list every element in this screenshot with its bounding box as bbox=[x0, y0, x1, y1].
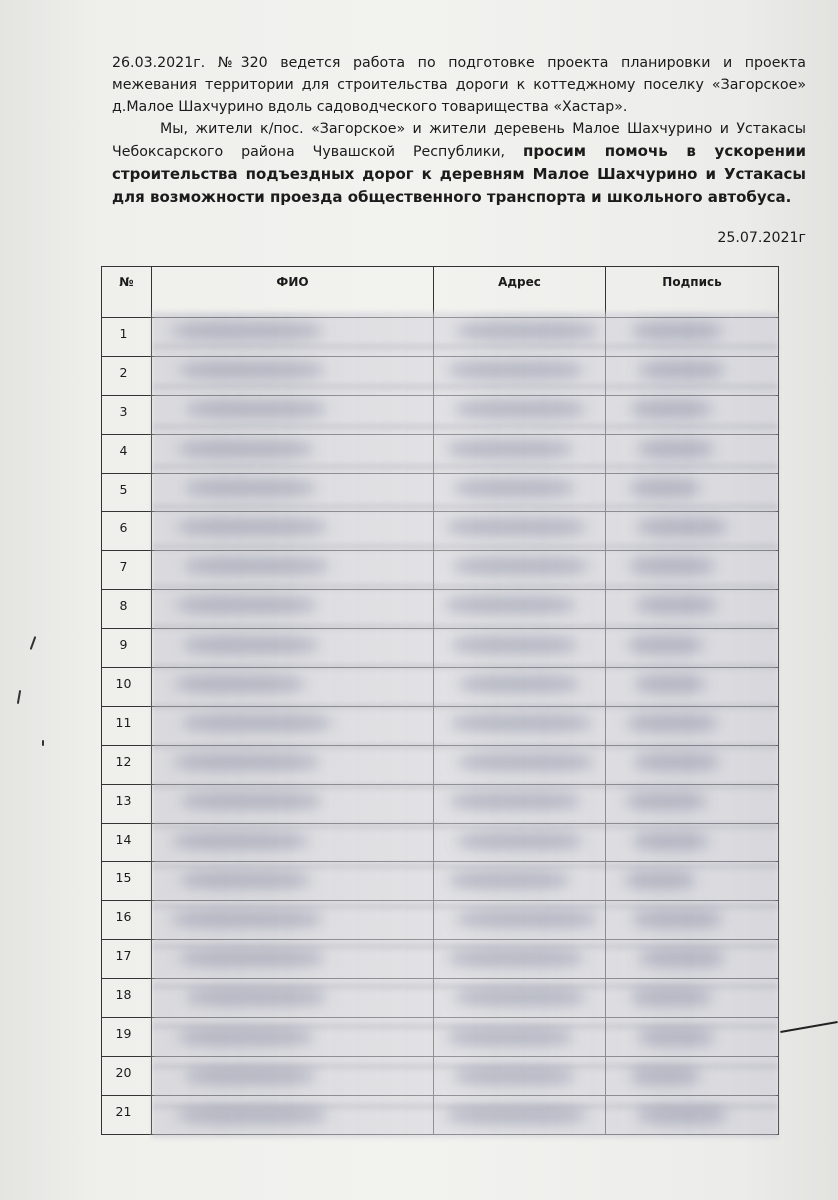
row-number bbox=[102, 1095, 152, 1134]
blurred-entry bbox=[181, 792, 321, 810]
blurred-entry bbox=[628, 636, 703, 654]
header-number: № bbox=[102, 267, 152, 318]
row-number-label: 8 bbox=[119, 598, 128, 614]
blurred-entry bbox=[178, 1028, 313, 1046]
blurred-entry bbox=[452, 636, 577, 654]
row-number-label: 14 bbox=[115, 831, 132, 847]
blurred-entry bbox=[178, 440, 313, 458]
blurred-entry bbox=[629, 557, 714, 575]
header-name: ФИО bbox=[152, 267, 434, 318]
blurred-entry bbox=[185, 479, 315, 497]
blurred-entry bbox=[184, 557, 329, 575]
blurred-entry bbox=[446, 518, 586, 536]
row-number bbox=[102, 823, 152, 862]
blurred-entry bbox=[632, 322, 722, 340]
row-number-label: 13 bbox=[115, 792, 132, 808]
blurred-entry bbox=[626, 792, 706, 810]
row-number-label: 15 bbox=[115, 870, 132, 886]
blurred-entry bbox=[454, 1067, 574, 1085]
blurred-entry bbox=[455, 400, 585, 418]
blurred-entry bbox=[637, 1106, 727, 1124]
table-header-row bbox=[102, 267, 779, 318]
row-number bbox=[102, 473, 152, 512]
blurred-entry bbox=[638, 1028, 713, 1046]
request-text-bold: просим помочь в ускорении строительства подъездных дорог к деревням Малое Шахчурино и Устакасы для возможности проезда общественного транспорта и школьного автобуса. bbox=[112, 142, 806, 206]
row-number-label: 4 bbox=[119, 442, 128, 458]
request-text: Мы, жители к/пос. «Загорское» и жители деревень Малое Шахчурино и Устакасы Чебоксарского района Чувашской Республики, bbox=[112, 121, 806, 160]
row-number-label: 18 bbox=[115, 987, 132, 1003]
row-number-label: 17 bbox=[115, 948, 132, 964]
blurred-entry bbox=[447, 1028, 572, 1046]
blurred-entry bbox=[448, 949, 583, 967]
blurred-entry bbox=[451, 714, 591, 732]
blurred-entry bbox=[631, 988, 711, 1006]
blurred-entry bbox=[636, 596, 716, 614]
petition-text bbox=[112, 52, 806, 209]
blurred-entry bbox=[447, 440, 572, 458]
row-number-label: 20 bbox=[115, 1064, 132, 1080]
row-number-label: 2 bbox=[119, 364, 128, 380]
row-number-label: 12 bbox=[115, 753, 132, 769]
blurred-entry bbox=[179, 361, 324, 379]
blurred-entry bbox=[186, 400, 326, 418]
blurred-entry bbox=[634, 753, 719, 771]
header-address: Адрес bbox=[434, 267, 606, 318]
blurred-entry bbox=[456, 322, 596, 340]
row-number bbox=[102, 434, 152, 473]
blurred-entry bbox=[631, 400, 711, 418]
row-number bbox=[102, 590, 152, 629]
blurred-entry bbox=[458, 753, 593, 771]
blurred-entry bbox=[635, 675, 705, 693]
row-number-label: 6 bbox=[119, 520, 128, 536]
row-number bbox=[102, 395, 152, 434]
request-paragraph bbox=[112, 118, 806, 209]
row-number-label: 7 bbox=[119, 559, 128, 575]
row-number bbox=[102, 668, 152, 707]
blurred-entry bbox=[449, 871, 569, 889]
blurred-entry bbox=[176, 596, 316, 614]
row-number-label: 1 bbox=[119, 326, 128, 341]
row-number-label: 11 bbox=[115, 714, 132, 730]
blurred-entry bbox=[450, 792, 580, 810]
row-number bbox=[102, 1056, 152, 1095]
blurred-entry bbox=[448, 361, 583, 379]
row-number bbox=[102, 629, 152, 668]
blurred-entry bbox=[630, 1067, 700, 1085]
row-number-label: 5 bbox=[119, 481, 128, 497]
blurred-entry bbox=[638, 440, 713, 458]
blurred-entry bbox=[183, 636, 318, 654]
blurred-entry bbox=[455, 988, 585, 1006]
row-number bbox=[102, 862, 152, 901]
row-number-label: 16 bbox=[115, 909, 132, 925]
document-date: 25.07.2021г bbox=[717, 230, 806, 246]
row-number-label: 21 bbox=[115, 1103, 132, 1119]
blurred-entry bbox=[637, 518, 727, 536]
row-number-label: 3 bbox=[119, 403, 128, 419]
blurred-entry bbox=[454, 479, 574, 497]
blurred-entry bbox=[632, 910, 722, 928]
blurred-entry bbox=[457, 832, 582, 850]
blurred-entry bbox=[177, 1106, 327, 1124]
blurred-entry bbox=[630, 479, 700, 497]
row-number bbox=[102, 356, 152, 395]
blurred-entry bbox=[174, 753, 319, 771]
blurred-entry bbox=[173, 832, 308, 850]
blurred-entry bbox=[182, 714, 332, 732]
blurred-entry bbox=[456, 910, 596, 928]
blurred-entry bbox=[446, 1106, 586, 1124]
intro-paragraph: 26.03.2021г. №320 ведется работа по подготовке проекта планировки и проекта межевания территории для строительства дороги к коттеджному поселку «Загорское» д.Малое Шахчурино вдоль садоводческого товарищества «Хастар». bbox=[112, 55, 806, 115]
blurred-entry bbox=[459, 675, 579, 693]
margin-mark bbox=[42, 740, 44, 746]
row-number bbox=[102, 512, 152, 551]
row-number bbox=[102, 318, 152, 357]
row-number bbox=[102, 745, 152, 784]
blurred-entry bbox=[180, 871, 310, 889]
blurred-entry bbox=[453, 557, 588, 575]
row-number-label: 9 bbox=[119, 637, 128, 653]
row-number-label: 10 bbox=[115, 676, 132, 692]
row-number bbox=[102, 979, 152, 1018]
blurred-entry bbox=[177, 518, 327, 536]
blurred-entry bbox=[639, 949, 724, 967]
blurred-entry bbox=[633, 832, 708, 850]
header-signature: Подпись bbox=[606, 267, 779, 318]
blurred-entry bbox=[445, 596, 575, 614]
blurred-entry bbox=[625, 871, 695, 889]
row-number bbox=[102, 706, 152, 745]
row-number bbox=[102, 940, 152, 979]
blurred-entry bbox=[185, 1067, 315, 1085]
row-number bbox=[102, 901, 152, 940]
blurred-entry bbox=[172, 322, 322, 340]
row-number bbox=[102, 1018, 152, 1057]
blurred-entry bbox=[639, 361, 724, 379]
blurred-entry bbox=[172, 910, 322, 928]
blurred-entry bbox=[179, 949, 324, 967]
row-number bbox=[102, 551, 152, 590]
blurred-entry bbox=[175, 675, 305, 693]
blurred-entry bbox=[186, 988, 326, 1006]
blurred-entry bbox=[627, 714, 717, 732]
row-number-label: 19 bbox=[115, 1026, 132, 1042]
row-number bbox=[102, 784, 152, 823]
